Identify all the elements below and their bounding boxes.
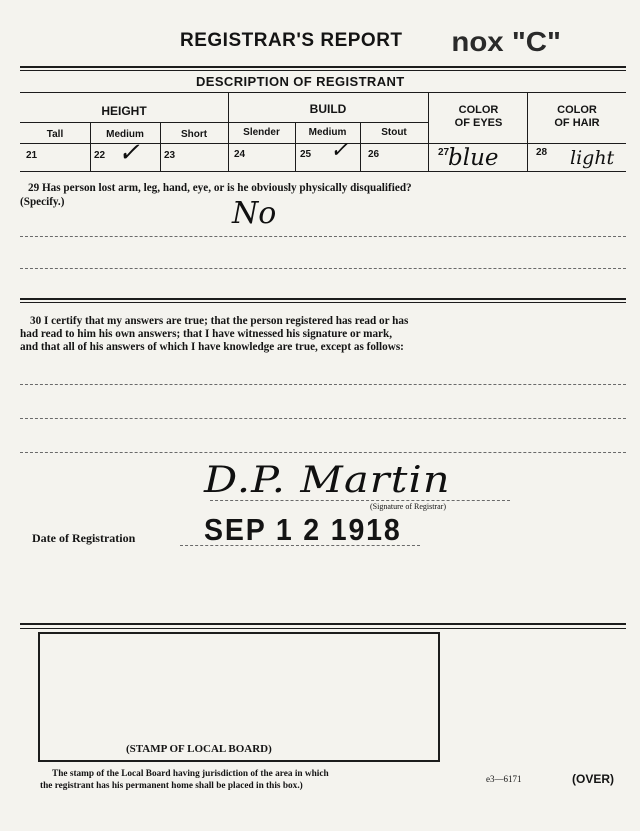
build-stout-label: Stout (381, 127, 407, 138)
height-medium-label: Medium (106, 129, 144, 140)
rule-description (20, 92, 626, 93)
hair-color-value: light (570, 147, 615, 169)
registration-date-stamp: SEP 1 2 1918 (204, 512, 402, 547)
over-label: (OVER) (572, 772, 614, 786)
field-number-23: 23 (164, 150, 176, 161)
stamp-box-label: (STAMP OF LOCAL BOARD) (126, 743, 272, 755)
question-30-line-1: 30 I certify that my answers are true; that the person registered has read or has (30, 315, 409, 327)
height-medium-checkmark: ✓ (118, 138, 140, 168)
height-short-label: Short (180, 129, 208, 140)
field-number-27: 27 (438, 147, 450, 158)
eye-color-header: COLOR OF EYES (454, 104, 503, 129)
question-29-specify: (Specify.) (20, 196, 65, 208)
question-29-text: 29 Has person lost arm, leg, hand, eye, or is he obviously physically disqualified? (28, 182, 412, 194)
question-29-answer: No (232, 196, 277, 231)
page-title: REGISTRAR'S REPORT (180, 30, 403, 51)
build-header: BUILD (309, 102, 347, 116)
field-number-22: 22 (94, 150, 106, 161)
height-header: HEIGHT (101, 104, 147, 118)
box-stamp-overlay: nox "C" (451, 26, 561, 57)
eye-color-value: blue (448, 145, 499, 171)
description-title: DESCRIPTION OF REGISTRANT (196, 74, 405, 89)
rule-top (20, 66, 626, 68)
field-number-25: 25 (300, 149, 312, 160)
field-number-24: 24 (234, 149, 246, 160)
field-number-21: 21 (26, 150, 38, 161)
build-medium-label: Medium (308, 127, 347, 138)
registration-date-label: Date of Registration (32, 531, 136, 545)
field-number-26: 26 (368, 149, 380, 160)
build-medium-checkmark: ✓ (330, 138, 349, 163)
stamp-instruction-line-1: The stamp of the Local Board having jurisdiction of the area in which (52, 769, 329, 779)
height-tall-label: Tall (46, 129, 64, 140)
form-code: e3—6171 (486, 774, 522, 784)
hair-color-header: COLOR OF HAIR (554, 104, 600, 129)
field-number-28: 28 (536, 147, 548, 158)
stamp-instruction-line-2: the registrant has his permanent home shall be placed in this box.) (40, 781, 303, 791)
rule-top-2 (20, 70, 626, 71)
question-30-line-2: had read to him his own answers; that I have witnessed his signature or mark, (20, 328, 393, 340)
build-slender-label: Slender (243, 127, 280, 138)
question-30-line-3: and that all of his answers of which I have knowledge are true, except as follows: (20, 341, 404, 353)
registrar-signature: D.P. Martin (204, 460, 451, 501)
signature-caption: (Signature of Registrar) (370, 502, 446, 511)
